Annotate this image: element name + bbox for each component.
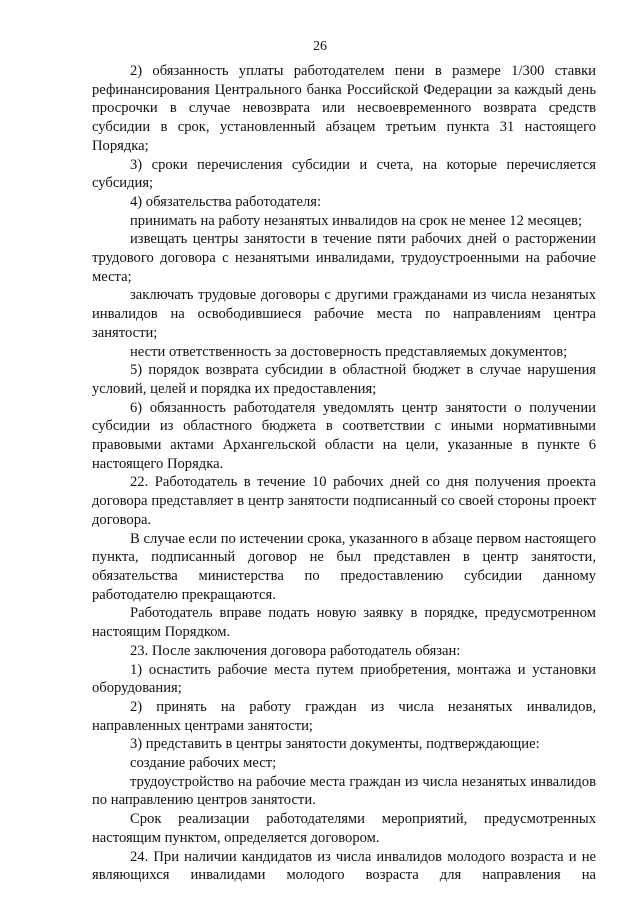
paragraph: В случае если по истечении срока, указанного в абзаце первом настоящего пункта, подписанный договор не был представлен в центр занятости, обязательства министерства по предоставлению субсидии данному работодателю прекращаются. [92, 530, 596, 603]
paragraph: Срок реализации работодателями мероприятий, предусмотренных настоящим пунктом, определяется договором. [92, 811, 596, 846]
page-number: 26 [313, 39, 327, 54]
paragraph: 3) сроки перечисления субсидии и счета, на которые перечисляется субсидия; [92, 156, 596, 192]
paragraph: 6) обязанность работодателя уведомлять центр занятости о получении субсидии из областного бюджета в соответствии с иными нормативными правовыми актами Архангельской области на цели, указанные в пункте 6 настоящего Порядка. [92, 399, 596, 472]
paragraph: 5) порядок возврата субсидии в областной бюджет в случае нарушения условий, целей и порядка их предоставления; [92, 362, 596, 397]
paragraph: 1) оснастить рабочие места путем приобретения, монтажа и установки оборудования; [92, 661, 596, 697]
paragraph: 2) обязанность уплаты работодателем пени в размере 1/300 ставки рефинансирования Центрального банка Российской Федерации за каждый день просрочки в случае невозврата или несвоевременного возврата средств субсидии в срок, установленный абзацем третьим пункта 31 настоящего Порядка; [92, 63, 596, 154]
paragraph: Работодатель вправе подать новую заявку в порядке, предусмотренном настоящим Порядком. [92, 605, 596, 641]
paragraph: заключать трудовые договоры с другими гражданами из числа незанятых инвалидов на освободившиеся рабочие места по направлениям центра занятости; [92, 287, 596, 341]
paragraph: нести ответственность за достоверность представляемых документов; [130, 343, 568, 360]
paragraph: 22. Работодатель в течение 10 рабочих дней со дня получения проекта договора представляет в центр занятости подписанный со своей стороны проект договора. [92, 474, 596, 528]
paragraph: 4) обязательства работодателя: [130, 193, 322, 210]
paragraph: создание рабочих мест; [130, 755, 277, 772]
paragraph: принимать на работу незанятых инвалидов на срок не менее 12 месяцев; [130, 212, 583, 229]
paragraph: извещать центры занятости в течение пяти рабочих дней о расторжении трудового договора с незанятыми инвалидами, трудоустроенными на рабочие места; [92, 231, 596, 285]
paragraph: трудоустройство на рабочие места граждан из числа незанятых инвалидов по направлению центров занятости. [92, 773, 596, 809]
paragraph: 23. После заключения договора работодатель обязан: [130, 642, 461, 659]
paragraph: 2) принять на работу граждан из числа незанятых инвалидов, направленных центрами занятости; [92, 698, 596, 734]
document-body [92, 62, 596, 885]
paragraph: 24. При наличии кандидатов из числа инвалидов молодого возраста и не являющихся инвалидами молодого возраста для направления на [92, 848, 596, 884]
paragraph: 3) представить в центры занятости документы, подтверждающие: [130, 736, 540, 753]
